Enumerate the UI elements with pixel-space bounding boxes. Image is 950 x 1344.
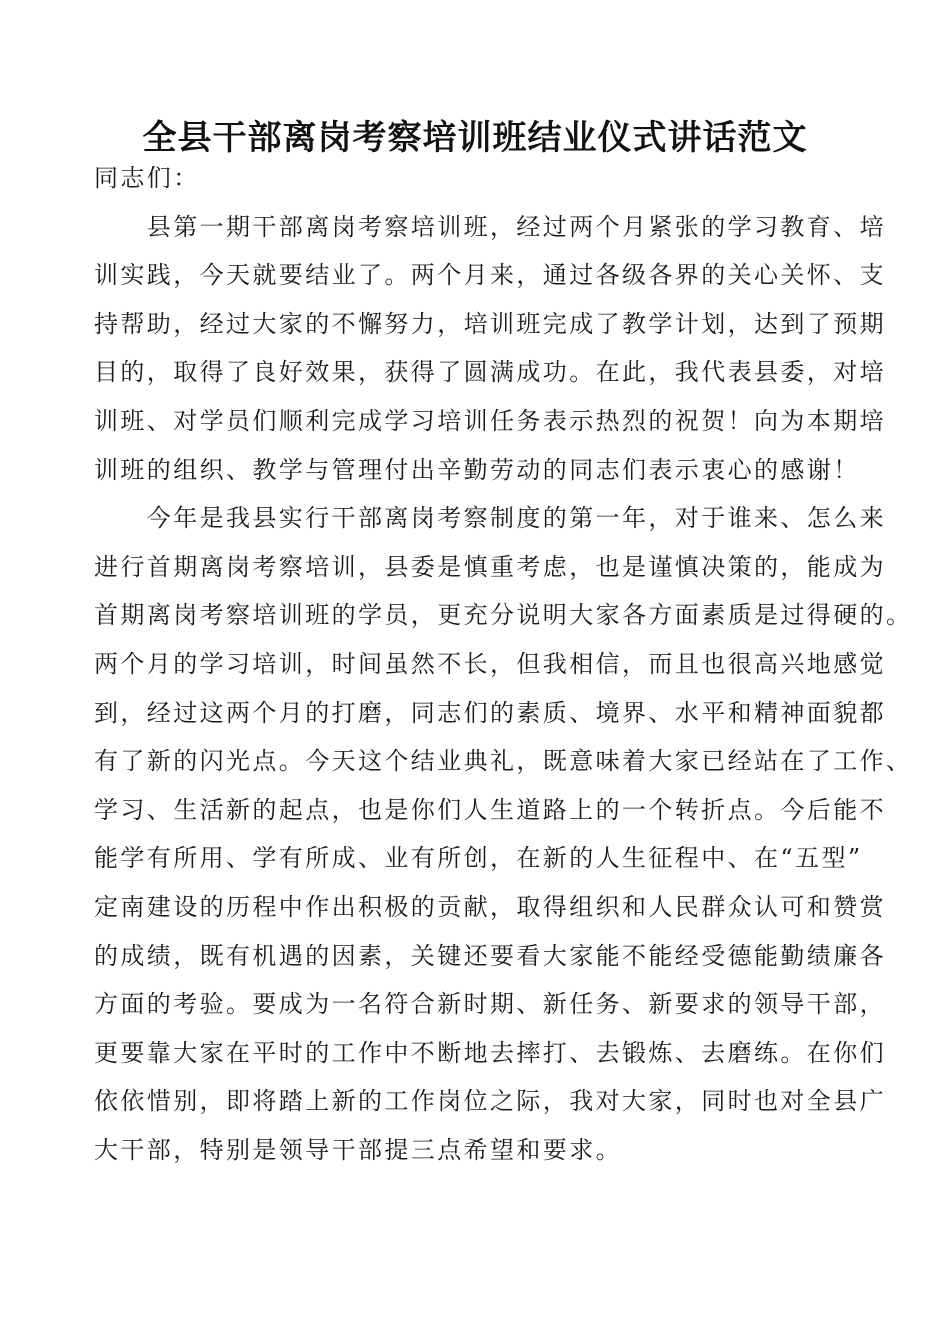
paragraph-2-line: 学习、生活新的起点，也是你们人生道路上的一个转折点。今后能不	[94, 795, 886, 824]
paragraph-1-line: 持帮助，经过大家的不懈努力，培训班完成了教学计划，达到了预期	[94, 309, 886, 338]
paragraph-1-line: 县第一期干部离岗考察培训班，经过两个月紧张的学习教育、培	[94, 212, 886, 241]
paragraph-2-line: 方面的考验。要成为一名符合新时期、新任务、新要求的领导干部，	[94, 990, 886, 1019]
document-title: 全县干部离岗考察培训班结业仪式讲话范文	[142, 118, 808, 158]
paragraph-1-line: 训班、对学员们顺利完成学习培训任务表示热烈的祝贺！向为本期培	[94, 406, 886, 435]
paragraph-2-line: 两个月的学习培训，时间虽然不长，但我相信，而且也很高兴地感觉	[94, 649, 886, 678]
paragraph-2-line: 首期离岗考察培训班的学员，更充分说明大家各方面素质是过得硬的。	[94, 601, 913, 630]
paragraph-1-line: 训实践，今天就要结业了。两个月来，通过各级各界的关心关怀、支	[94, 261, 886, 290]
paragraph-2-line: 能学有所用、学有所成、业有所创，在新的人生征程中、在“五型”	[94, 844, 863, 873]
paragraph-2-line: 大干部，特别是领导干部提三点希望和要求。	[94, 1135, 622, 1164]
paragraph-2-line: 今年是我县实行干部离岗考察制度的第一年，对于谁来、怎么来	[94, 504, 886, 533]
paragraph-2-line: 有了新的闪光点。今天这个结业典礼，既意味着大家已经站在了工作、	[94, 747, 913, 776]
paragraph-2-line: 定南建设的历程中作出积极的贡献，取得组织和人民群众认可和赞赏	[94, 892, 886, 921]
paragraph-2-line: 到，经过这两个月的打磨，同志们的素质、境界、水平和精神面貌都	[94, 698, 886, 727]
paragraph-2-line: 进行首期离岗考察培训，县委是慎重考虑，也是谨慎决策的，能成为	[94, 552, 886, 581]
paragraph-2-line: 的成绩，既有机遇的因素，关键还要看大家能不能经受德能勤绩廉各	[94, 941, 886, 970]
salutation: 同志们：	[94, 164, 200, 192]
paragraph-1-line: 目的，取得了良好效果，获得了圆满成功。在此，我代表县委，对培	[94, 358, 886, 387]
paragraph-2-line: 更要靠大家在平时的工作中不断地去摔打、去锻炼、去磨练。在你们	[94, 1038, 886, 1067]
paragraph-2-line: 依依惜别，即将踏上新的工作岗位之际，我对大家，同时也对全县广	[94, 1087, 886, 1116]
document-body	[94, 154, 913, 1174]
paragraph-1-line: 训班的组织、教学与管理付出辛勤劳动的同志们表示衷心的感谢！	[94, 455, 860, 484]
